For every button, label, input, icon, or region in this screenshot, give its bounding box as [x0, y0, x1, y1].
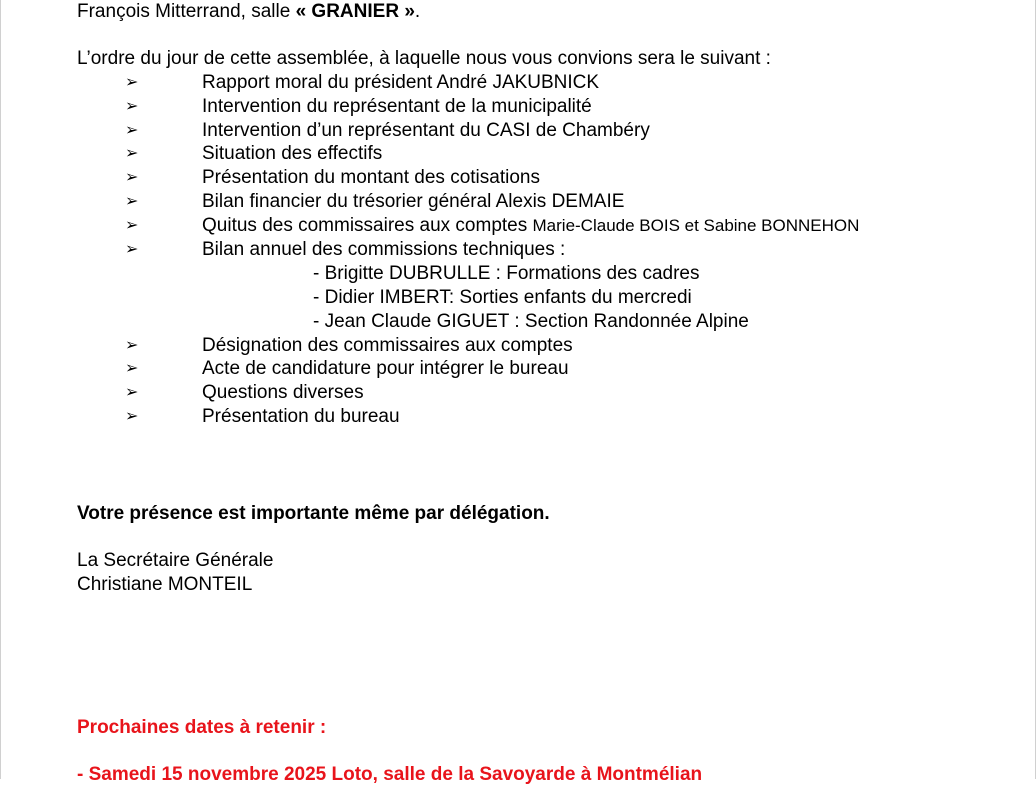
arrowhead-bullet-icon: ➢ — [125, 408, 139, 425]
agenda-intro: L’ordre du jour de cette assemblée, à laquelle nous vous convions sera le suivant : — [77, 48, 771, 69]
agenda-item-label: Rapport moral du président André JAKUBNICK — [202, 72, 600, 93]
agenda-item-label: Questions diverses — [202, 382, 364, 403]
presence-note: Votre présence est importante même par délégation. — [77, 503, 550, 524]
arrowhead-bullet-icon: ➢ — [125, 98, 139, 115]
commission-item: - Jean Claude GIGUET : Section Randonnée Alpine — [313, 311, 749, 332]
arrowhead-bullet-icon: ➢ — [125, 384, 139, 401]
agenda-item-label: Bilan annuel des commissions techniques : — [202, 239, 566, 260]
arrowhead-bullet-icon: ➢ — [125, 360, 139, 377]
agenda-item-label: Bilan financier du trésorier général Alexis DEMAIE — [202, 191, 625, 212]
agenda-item-label — [202, 214, 859, 238]
agenda-item-label: Intervention d’un représentant du CASI de Chambéry — [202, 120, 650, 141]
location-prefix: François Mitterrand, salle — [77, 1, 296, 22]
agenda-item-label: Désignation des commissaires aux comptes — [202, 335, 573, 356]
upcoming-dates-title: Prochaines dates à retenir : — [77, 717, 327, 738]
arrowhead-bullet-icon: ➢ — [125, 145, 139, 162]
commission-item: - Brigitte DUBRULLE : Formations des cadres — [313, 263, 700, 284]
location-suffix: . — [414, 1, 421, 22]
arrowhead-bullet-icon: ➢ — [125, 74, 139, 91]
arrowhead-bullet-icon: ➢ — [125, 241, 139, 258]
arrowhead-bullet-icon: ➢ — [125, 217, 139, 234]
signature-name: Christiane MONTEIL — [77, 574, 253, 595]
agenda-item-label: Présentation du montant des cotisations — [202, 167, 540, 188]
auditors-names: Marie-Claude BOIS et Sabine BONNEHON — [532, 216, 860, 235]
commission-item: - Didier IMBERT: Sorties enfants du mercredi — [313, 287, 692, 308]
arrowhead-bullet-icon: ➢ — [125, 122, 139, 139]
location-line — [77, 0, 420, 23]
arrowhead-bullet-icon: ➢ — [125, 193, 139, 210]
agenda-item-label: Présentation du bureau — [202, 406, 400, 427]
upcoming-event: - Samedi 15 novembre 2025 Loto, salle de la Savoyarde à Montmélian — [77, 764, 703, 785]
quitus-label: Quitus des commissaires aux comptes — [202, 215, 533, 236]
agenda-item-label: Intervention du représentant de la municipalité — [202, 96, 592, 117]
signature-role: La Secrétaire Générale — [77, 550, 274, 571]
agenda-item-label: Acte de candidature pour intégrer le bureau — [202, 358, 569, 379]
agenda-item-label: Situation des effectifs — [202, 143, 383, 164]
arrowhead-bullet-icon: ➢ — [125, 337, 139, 354]
hall-name: « GRANIER » — [295, 1, 415, 22]
arrowhead-bullet-icon: ➢ — [125, 169, 139, 186]
